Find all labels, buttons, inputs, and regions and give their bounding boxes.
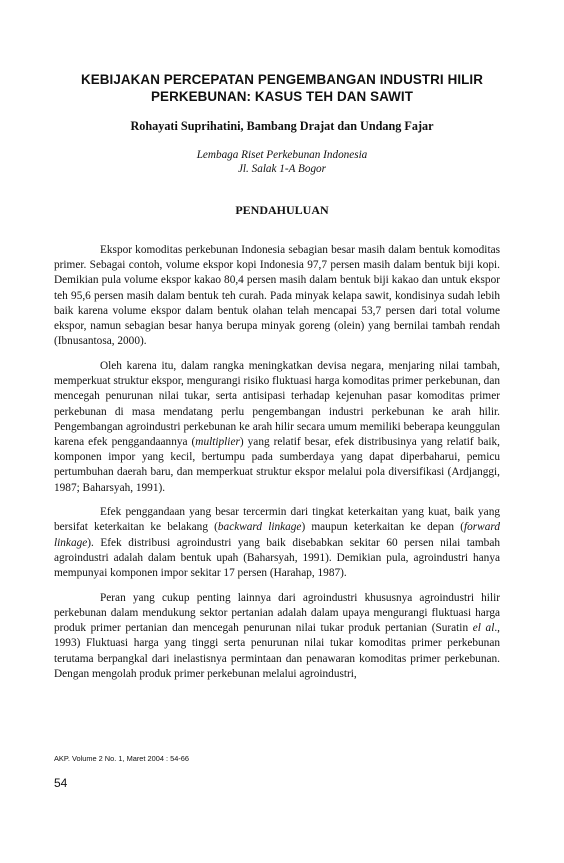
body-text: [54, 243, 500, 691]
journal-citation-footer: AKP. Volume 2 No. 1, Maret 2004 : 54-66: [54, 754, 190, 763]
affiliation-institution: Lembaga Riset Perkebunan Indonesia: [196, 149, 368, 161]
page-number: 54: [54, 776, 68, 790]
paragraph-4: [54, 591, 500, 682]
paragraph-1: Ekspor komoditas perkebunan Indonesia sebagian besar masih dalam bentuk komoditas primer. Sebagai contoh, volume ekspor kopi Indonesia 97,7 persen masih dalam bentuk biji kopi. Demikian pula volume ekspor kakao 80,4 persen masih dalam bentuk biji kakao dan untuk ekspor teh 95,6 persen masih dalam bentuk teh curah. Pada minyak kelapa sawit, kondisinya sudah lebih baik karena volume ekspor dalam bentuk olahan telah mencapai 53,7 persen dari total volume ekspor, namun sebagian besar hanya berupa minyak goreng (olein) yang bernilai tambah rendah (Ibnusantosa, 2000).: [54, 244, 500, 348]
term-et-al: el al: [472, 622, 495, 635]
paper-title: [40, 71, 524, 105]
paragraph-4-part-a: Peran yang cukup penting lainnya dari agroindustri khususnya agroindustri hilir perkebunan dalam mendukung sektor pertanian adalah dalam upaya mengurangi fluktuasi harga produk primer pertanian dan mencegah penurunan nilai tukar produk pertanian (Suratin: [54, 591, 500, 635]
section-heading: PENDAHULUAN: [235, 203, 329, 217]
authors: Rohayati Suprihatini, Bambang Drajat dan Undang Fajar: [130, 119, 434, 133]
paragraph-3-part-c: ) maupun keterkaitan ke depan (: [301, 521, 464, 534]
affiliation: [40, 148, 524, 176]
paragraph-3: [54, 505, 500, 581]
paragraph-2: [54, 359, 500, 496]
paragraph-2-part-a: Oleh karena itu, dalam rangka meningkatkan devisa negara, menjaring nilai tambah, memperkuat struktur ekspor, mengurangi risiko fluktuasi harga komoditas primer perkebunan, dan mencegah penurunan nilai tukar, serta antisipasi terhadap kejenuhan pasar komoditas primer perkebunan di masa mendatang perlu pengembangan industri perkebunan ke arah hilir. Pengembangan agroindustri perkebunan ke arah hilir secara umum memiliki beberapa keunggulan karena efek penggandaannya (: [54, 359, 500, 448]
paragraph-2-part-c: ) yang relatif besar, efek distribusinya yang relatif baik, komponen impor yang kecil, bertumpu pada sumberdaya yang dapat diperbaharui, pemicu pertumbuhan daerah baru, dan memperkuat struktur ekspor melalui pola diversifikasi (Ardjanggi, 1987; Baharsyah, 1991).: [54, 435, 500, 494]
affiliation-address: Jl. Salak 1-A Bogor: [237, 163, 327, 175]
title-line-1: KEBIJAKAN PERCEPATAN PENGEMBANGAN INDUSTRI HILIR: [80, 72, 484, 87]
paragraph-4-part-c: ., 1993) Fluktuasi harga yang tinggi serta penurunan nilai tukar komoditas primer perkebunan terutama berpangkal dari inelastisnya permintaan dan penawaran komoditas primer perkebunan. Dengan mengolah produk primer perkebunan melalui agroindustri,: [54, 622, 500, 680]
paragraph-3-part-a: Efek penggandaan yang besar tercermin dari tingkat keterkaitan yang kuat, baik yang bersifat keterkaitan ke belakang (: [54, 506, 500, 534]
title-line-2: PERKEBUNAN: KASUS TEH DAN SAWIT: [151, 89, 413, 104]
term-forward-linkage: forward linkage: [54, 521, 500, 549]
term-multiplier: multiplier: [195, 435, 240, 448]
term-backward-linkage: backward linkage: [217, 521, 302, 534]
paragraph-3-part-e: ). Efek distribusi agroindustri yang baik disebabkan sekitar 60 persen nilai tambah agroindustri adalah dalam bentuk upah (Baharsyah, 1991). Demikian pula, agroindustri hanya mempunyai komponen impor sekitar 17 persen (Harahap, 1987).: [54, 536, 500, 580]
